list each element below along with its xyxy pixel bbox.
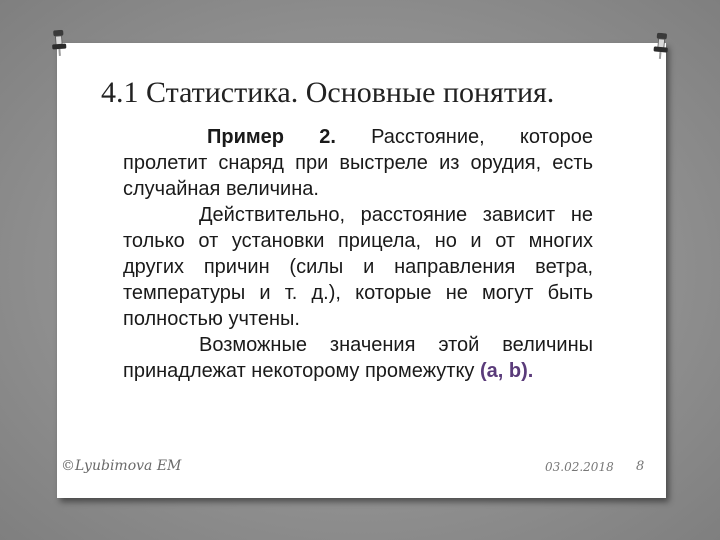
example-text: Расстояние, которое пролетит снаряд при выстреле из орудия, есть случайная величина. — [123, 126, 593, 200]
values-paragraph — [123, 332, 593, 384]
pushpin-icon — [652, 32, 670, 59]
page-number: 8 — [636, 459, 645, 474]
example-paragraph — [123, 124, 593, 202]
slide-title: 4.1 Статистика. Основные понятия. — [101, 76, 555, 109]
explanation-paragraph: Действительно, расстояние зависит не только от установки прицела, но и от многих других причин (силы и направления ветра, температуры и т. д.), которые не могут быть полностью учтены. — [123, 204, 593, 330]
pushpin-icon — [50, 29, 68, 56]
slide-body — [123, 124, 593, 384]
example-label: Пример 2. — [207, 126, 336, 148]
values-text: Возможные значения этой величины принадлежат некоторому промежутку — [123, 334, 593, 382]
interval-period: . — [527, 360, 534, 382]
footer-author: ©Lyubimova EM — [61, 458, 182, 474]
interval-notation: (a, b) — [480, 360, 528, 382]
footer-date: 03.02.2018 — [545, 460, 614, 474]
